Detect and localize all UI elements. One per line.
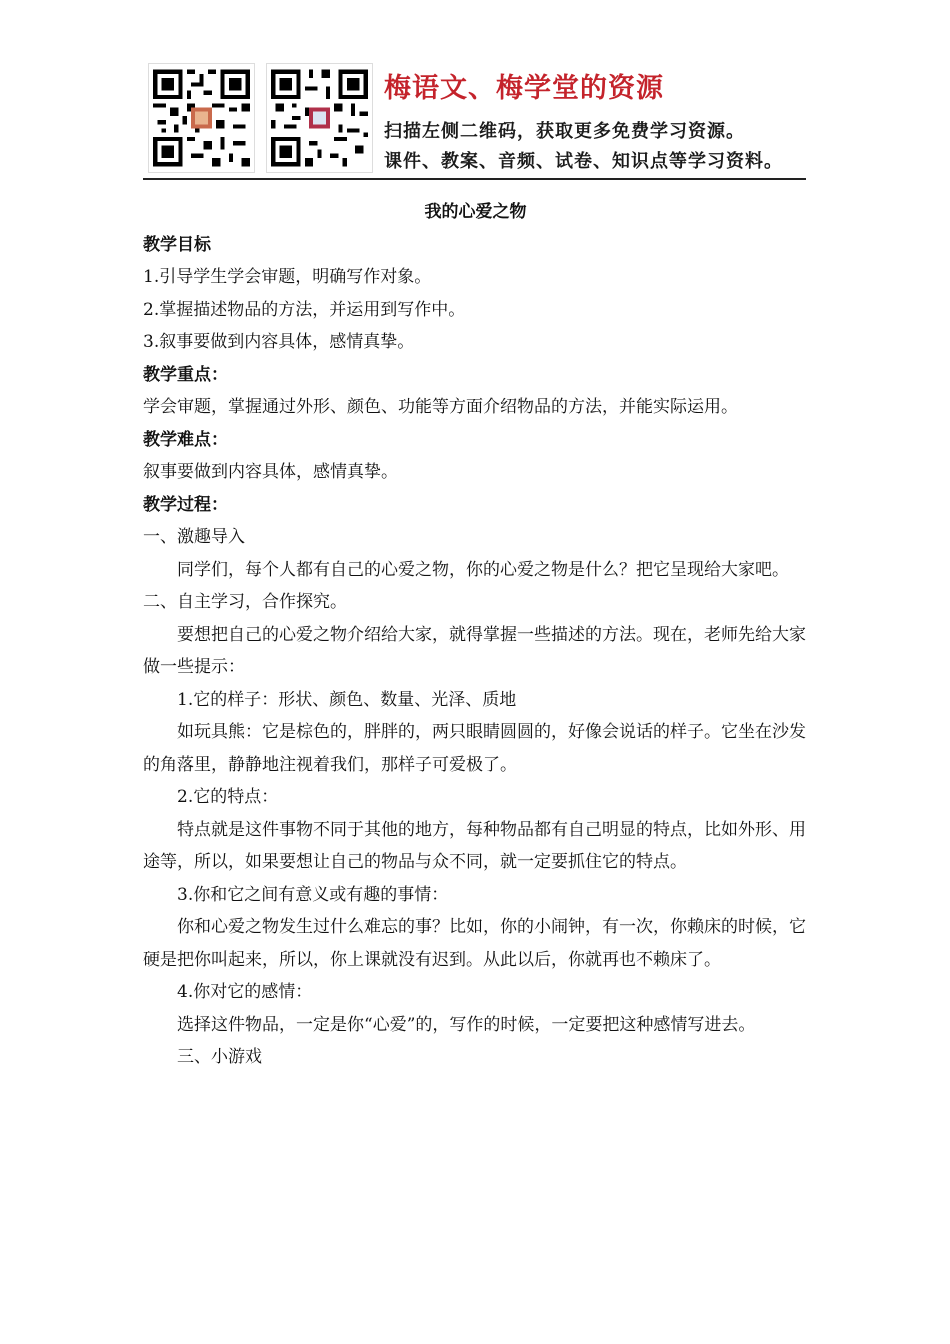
resource-header bbox=[148, 60, 806, 178]
lesson-plan bbox=[143, 196, 808, 1074]
goal-item: 2.掌握描述物品的方法，并运用到写作中。 bbox=[143, 299, 466, 320]
section-1-title: 一、激趣导入 bbox=[143, 527, 245, 547]
header-tagline-1: 扫描左侧二维码，获取更多免费学习资源。 bbox=[384, 121, 745, 142]
difficulty-text: 叙事要做到内容具体，感情真挚。 bbox=[143, 462, 398, 482]
qr-code-1[interactable] bbox=[148, 63, 255, 173]
goal-item: 3.叙事要做到内容具体，感情真挚。 bbox=[143, 332, 415, 352]
brand-title: 梅语文、梅学堂的资源 bbox=[384, 73, 664, 104]
item-1-text: 如玩具熊：它是棕色的，胖胖的，两只眼睛圆圆的，好像会说话的样子。它坐在沙发的角落里，静静地注视着我们，那样子可爱极了。 bbox=[143, 722, 806, 775]
key-text: 学会审题，掌握通过外形、颜色、功能等方面介绍物品的方法，并能实际运用。 bbox=[143, 397, 738, 417]
header-divider bbox=[143, 178, 806, 180]
section-3-title: 三、小游戏 bbox=[177, 1047, 262, 1067]
key-heading: 教学重点： bbox=[143, 364, 228, 385]
section-2-title: 二、自主学习，合作探究。 bbox=[143, 592, 347, 612]
goal-item: 1.引导学生学会审题，明确写作对象。 bbox=[143, 267, 432, 287]
item-2-text: 特点就是这件事物不同于其他的地方，每种物品都有自己明显的特点，比如外形、用途等，所以，如果要想让自己的物品与众不同，就一定要抓住它的特点。 bbox=[143, 819, 806, 872]
document-title: 我的心爱之物 bbox=[424, 202, 527, 222]
item-4-text: 选择这件物品，一定是你“心爱”的，写作的时候，一定要把这种感情写进去。 bbox=[177, 1014, 756, 1035]
process-heading: 教学过程： bbox=[143, 494, 228, 515]
item-3-title: 3.你和它之间有意义或有趣的事情： bbox=[177, 884, 449, 905]
qr-code-2[interactable] bbox=[266, 63, 373, 173]
item-2-title: 2.它的特点： bbox=[177, 787, 279, 807]
item-1-title: 1.它的样子：形状、颜色、数量、光泽、质地 bbox=[177, 689, 517, 710]
qr-code-icon bbox=[149, 64, 254, 172]
header-tagline-2: 课件、教案、音频、试卷、知识点等学习资料。 bbox=[384, 151, 783, 172]
item-3-text: 你和心爱之物发生过什么难忘的事？比如，你的小闹钟，有一次，你赖床的时候，它硬是把你叫起来，所以，你上课就没有迟到。从此以后，你就再也不赖床了。 bbox=[143, 917, 806, 970]
section-2-text: 要想把自己的心爱之物介绍给大家，就得掌握一些描述的方法。现在，老师先给大家做一些提示： bbox=[143, 624, 806, 677]
item-4-title: 4.你对它的感情： bbox=[177, 982, 313, 1002]
goals-heading: 教学目标 bbox=[143, 234, 211, 255]
qr-code-icon bbox=[267, 64, 372, 172]
section-1-text: 同学们，每个人都有自己的心爱之物，你的心爱之物是什么？把它呈现给大家吧。 bbox=[177, 559, 789, 580]
difficulty-heading: 教学难点： bbox=[143, 429, 228, 450]
